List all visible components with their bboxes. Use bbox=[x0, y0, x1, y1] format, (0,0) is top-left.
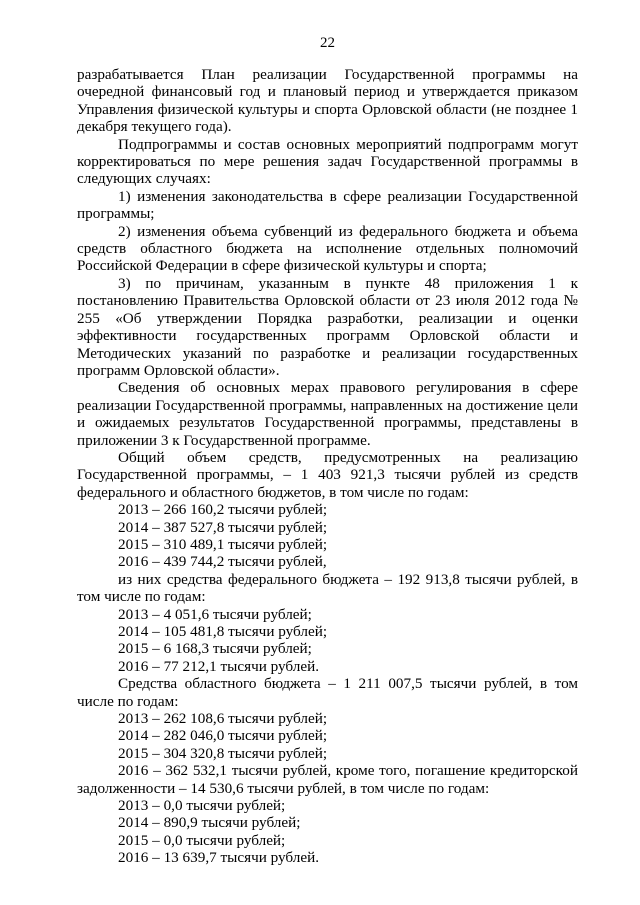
list-item: 2014 – 387 527,8 тысячи рублей; bbox=[118, 518, 328, 536]
paragraph: 2016 – 362 532,1 тысячи рублей, кроме того, погашение кредиторской задолженности – 14 530,6 тысячи рублей, в том числе по годам: bbox=[77, 762, 578, 797]
list-item: 2014 – 282 046,0 тысячи рублей; bbox=[118, 727, 328, 745]
paragraph: 1) изменения законодательства в сфере реализации Государственной программы; bbox=[77, 187, 578, 223]
paragraph: Общий объем средств, предусмотренных на реализацию Государственной программы, – 1 403 921,3 тысячи рублей из средств федерального и областного бюджетов, в том числе по годам: bbox=[77, 448, 578, 501]
list-item: 2015 – 6 168,3 тысячи рублей; bbox=[118, 640, 312, 658]
list-item: 2016 – 439 744,2 тысячи рублей, bbox=[118, 553, 327, 571]
list-item: 2015 – 0,0 тысячи рублей; bbox=[118, 831, 286, 849]
list-item: 2014 – 105 481,8 тысячи рублей; bbox=[118, 623, 328, 640]
list-item: 2013 – 266 160,2 тысячи рублей; bbox=[118, 501, 328, 519]
list-item: 2013 – 0,0 тысячи рублей; bbox=[118, 797, 286, 815]
list-item: 2013 – 4 051,6 тысячи рублей; bbox=[118, 605, 312, 623]
list-item: 2016 – 77 212,1 тысячи рублей. bbox=[118, 657, 320, 675]
page-number: 22 bbox=[320, 35, 335, 51]
paragraph: из них средства федерального бюджета – 192 913,8 тысячи рублей, в том числе по годам: bbox=[77, 570, 578, 606]
list-item: 2015 – 310 489,1 тысячи рублей; bbox=[118, 535, 328, 553]
paragraph: Подпрограммы и состав основных мероприятий подпрограмм могут корректироваться по мере решения задач Государственной программы в следующих случаях: bbox=[77, 135, 578, 188]
document-body bbox=[77, 66, 578, 867]
paragraph: 3) по причинам, указанным в пункте 48 приложения 1 к постановлению Правительства Орловской области от 23 июля 2012 года № 255 «Об утверждении Порядка разработки, реализации и оценки эффективности государственных программ Орловской области и Методических указаний по разработке и реализации государственных программ Орловской области». bbox=[77, 274, 578, 379]
list-item: 2016 – 13 639,7 тысячи рублей. bbox=[118, 849, 320, 867]
list-item: 2015 – 304 320,8 тысячи рублей; bbox=[118, 744, 328, 762]
paragraph: Средства областного бюджета – 1 211 007,5 тысячи рублей, в том числе по годам: bbox=[77, 675, 578, 710]
list-item: 2013 – 262 108,6 тысячи рублей; bbox=[118, 710, 328, 728]
paragraph: 2) изменения объема субвенций из федерального бюджета и объема средств областного бюджета на исполнение отдельных полномочий Российской Федерации в сфере физической культуры и спорта; bbox=[77, 222, 578, 275]
list-item: 2014 – 890,9 тысячи рублей; bbox=[118, 814, 301, 832]
paragraph: Сведения об основных мерах правового регулирования в сфере реализации Государственной программы, направленных на достижение цели и ожидаемых результатов Государственной программы, представлены в приложении 3 к Государственной программе. bbox=[77, 379, 578, 449]
paragraph: разрабатывается План реализации Государственной программы на очередной финансовый год и плановый период и утверждается приказом Управления физической культуры и спорта Орловской области (не позднее 1 декабря текущего года). bbox=[77, 66, 578, 136]
